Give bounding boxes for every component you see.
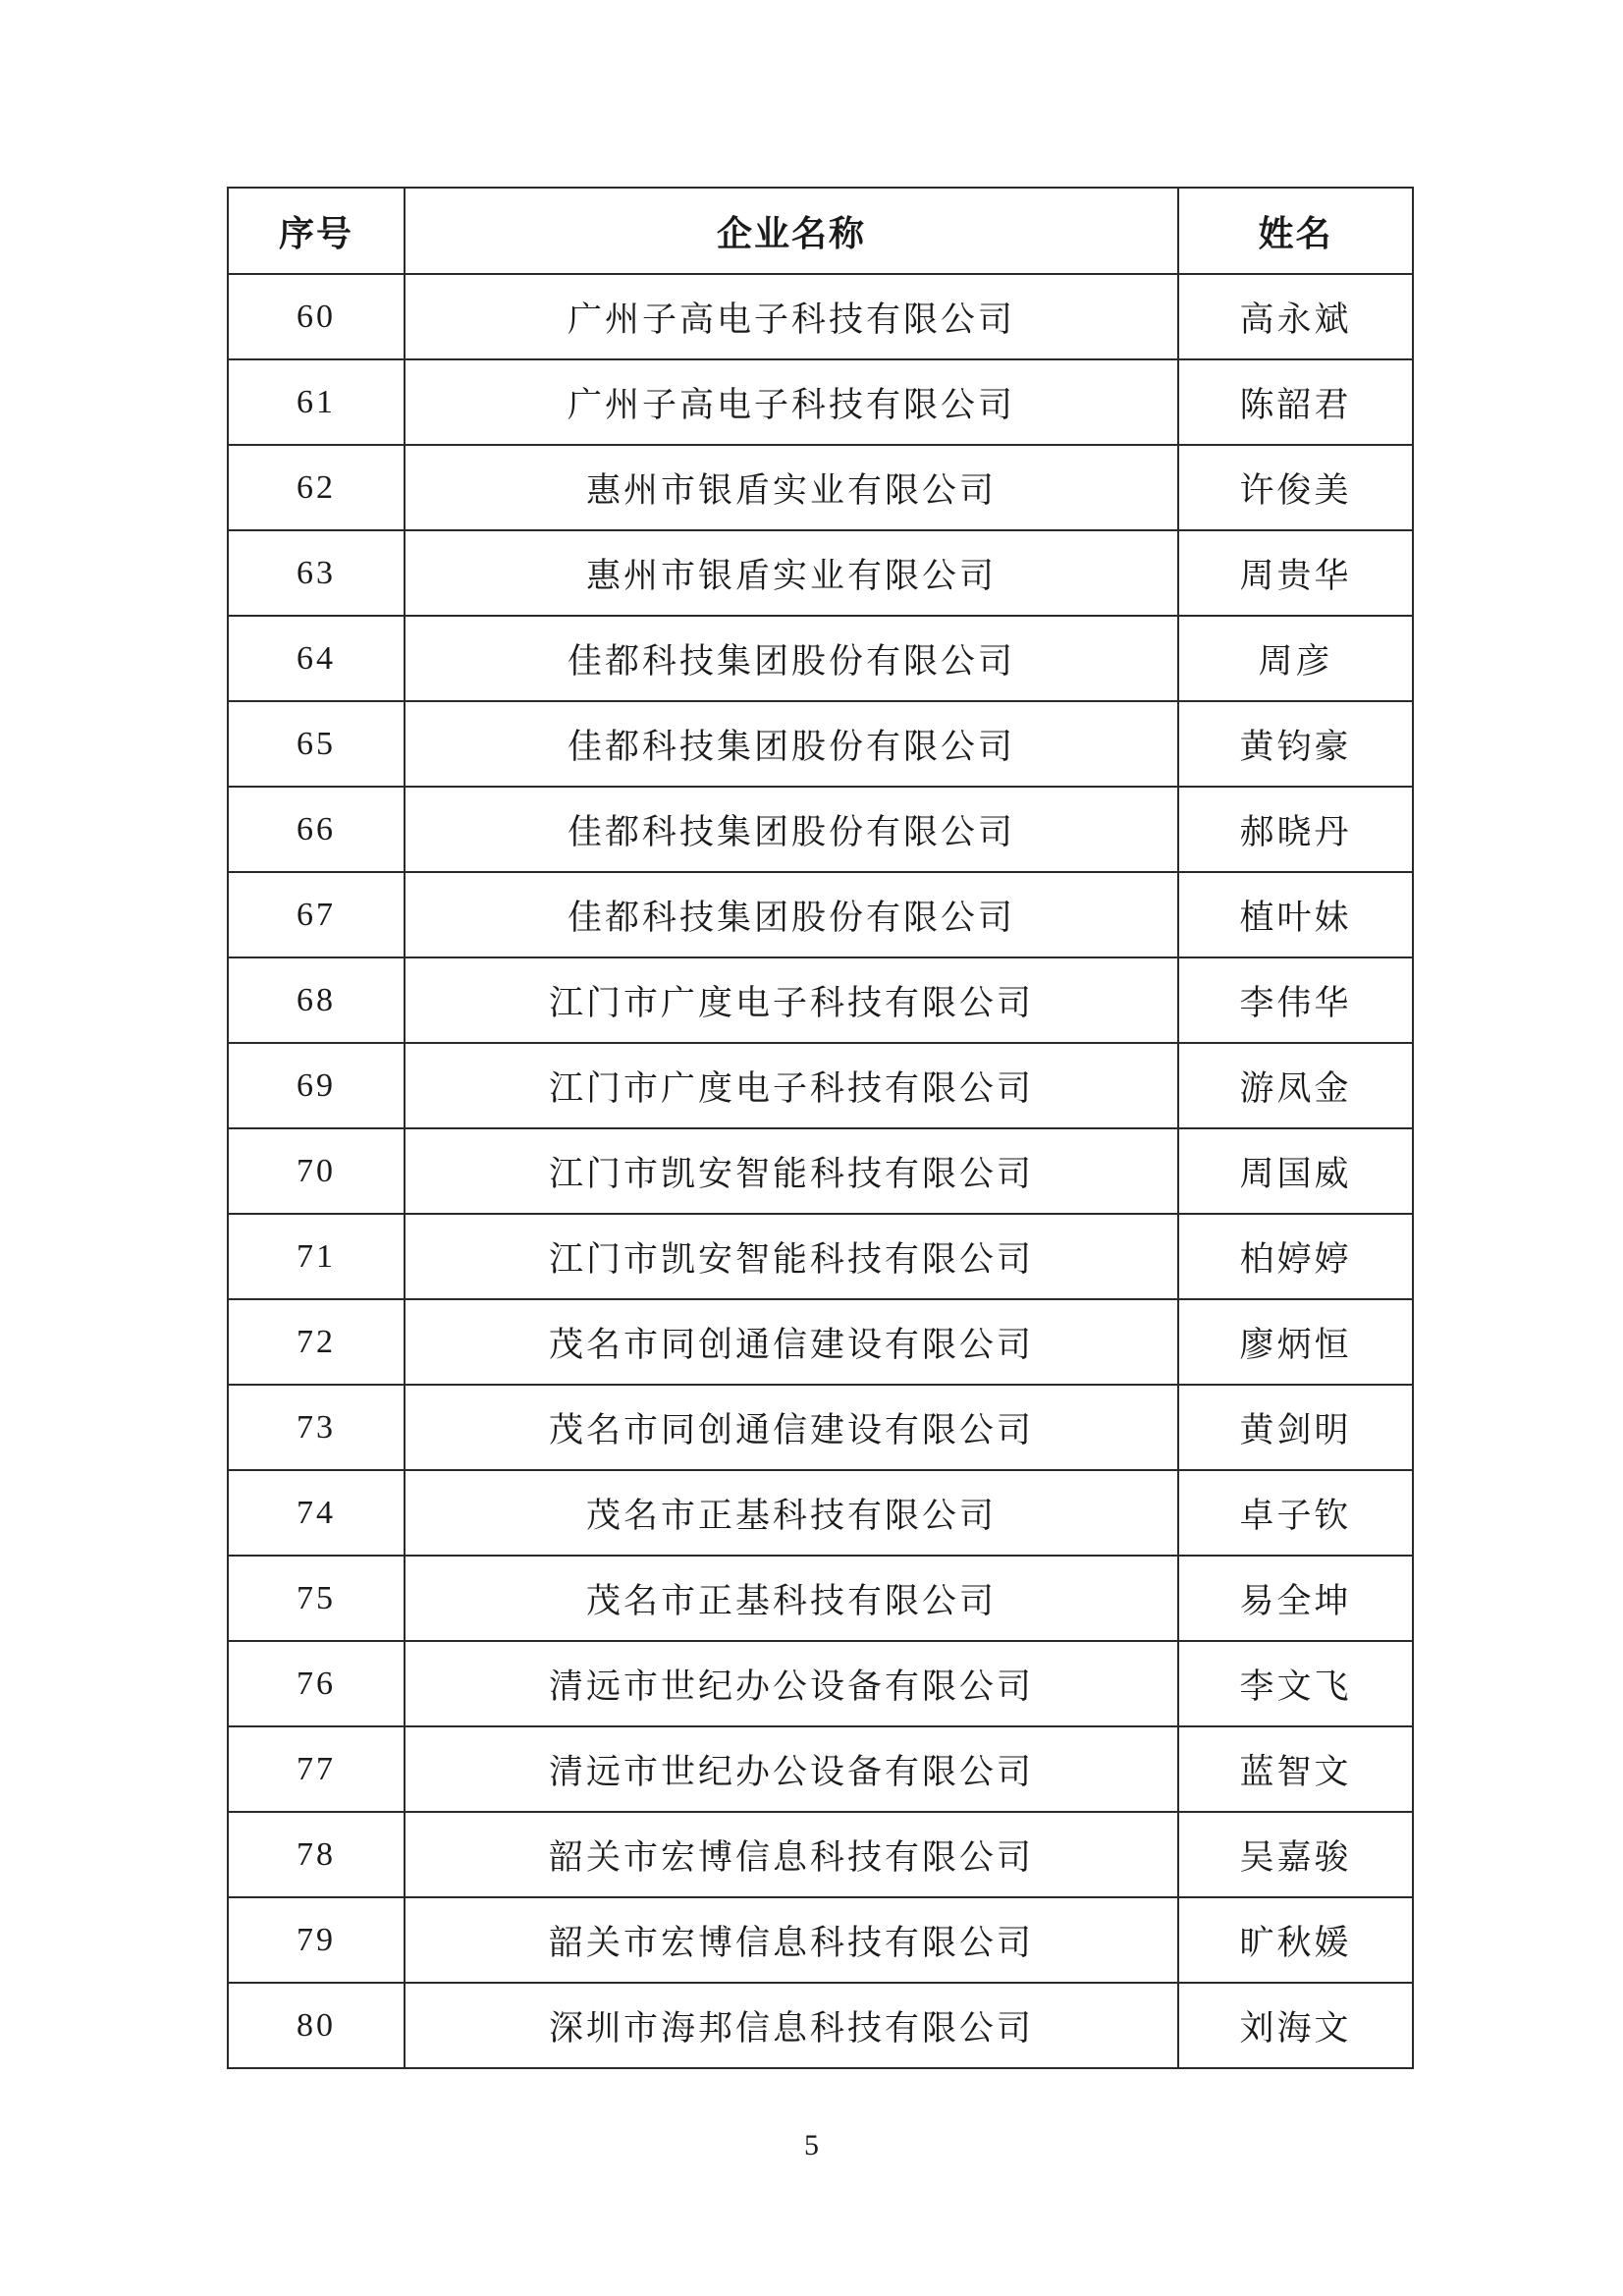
serial-number-cell: 62 <box>228 445 405 530</box>
serial-number-cell: 65 <box>228 701 405 787</box>
company-name-cell: 广州子高电子科技有限公司 <box>405 359 1178 445</box>
person-name-cell: 游凤金 <box>1178 1043 1413 1128</box>
company-name-cell: 茂名市正基科技有限公司 <box>405 1556 1178 1641</box>
serial-number-cell: 67 <box>228 872 405 957</box>
company-name-cell: 江门市广度电子科技有限公司 <box>405 1043 1178 1128</box>
company-name-cell: 深圳市海邦信息科技有限公司 <box>405 1983 1178 2068</box>
serial-number-cell: 71 <box>228 1214 405 1299</box>
serial-number-cell: 80 <box>228 1983 405 2068</box>
person-name-cell: 黄剑明 <box>1178 1385 1413 1470</box>
table-row <box>228 1556 1413 1641</box>
table-row <box>228 616 1413 701</box>
table-row <box>228 445 1413 530</box>
company-name-cell: 江门市凯安智能科技有限公司 <box>405 1214 1178 1299</box>
person-name-cell: 柏婷婷 <box>1178 1214 1413 1299</box>
serial-number-cell: 63 <box>228 530 405 616</box>
header-person-name: 姓名 <box>1178 188 1413 274</box>
serial-number-cell: 66 <box>228 787 405 872</box>
serial-number-cell: 74 <box>228 1470 405 1556</box>
person-name-cell: 许俊美 <box>1178 445 1413 530</box>
person-name-cell: 陈韶君 <box>1178 359 1413 445</box>
serial-number-cell: 79 <box>228 1897 405 1983</box>
table-row <box>228 1641 1413 1726</box>
table-row <box>228 1299 1413 1385</box>
serial-number-cell: 61 <box>228 359 405 445</box>
company-name-cell: 广州子高电子科技有限公司 <box>405 274 1178 359</box>
serial-number-cell: 64 <box>228 616 405 701</box>
serial-number-cell: 77 <box>228 1726 405 1812</box>
table-row <box>228 274 1413 359</box>
header-company-name: 企业名称 <box>405 188 1178 274</box>
person-name-cell: 廖炳恒 <box>1178 1299 1413 1385</box>
person-name-cell: 李文飞 <box>1178 1641 1413 1726</box>
company-name-cell: 惠州市银盾实业有限公司 <box>405 445 1178 530</box>
table-row <box>228 787 1413 872</box>
person-name-cell: 黄钧豪 <box>1178 701 1413 787</box>
person-name-cell: 高永斌 <box>1178 274 1413 359</box>
serial-number-cell: 76 <box>228 1641 405 1726</box>
company-name-cell: 清远市世纪办公设备有限公司 <box>405 1726 1178 1812</box>
table-row <box>228 1983 1413 2068</box>
company-name-cell: 江门市广度电子科技有限公司 <box>405 957 1178 1043</box>
person-name-cell: 卓子钦 <box>1178 1470 1413 1556</box>
company-name-cell: 韶关市宏博信息科技有限公司 <box>405 1897 1178 1983</box>
company-name-cell: 茂名市同创通信建设有限公司 <box>405 1299 1178 1385</box>
header-serial-number: 序号 <box>228 188 405 274</box>
table-row <box>228 1812 1413 1897</box>
serial-number-cell: 60 <box>228 274 405 359</box>
company-name-cell: 韶关市宏博信息科技有限公司 <box>405 1812 1178 1897</box>
person-name-cell: 刘海文 <box>1178 1983 1413 2068</box>
company-name-cell: 佳都科技集团股份有限公司 <box>405 787 1178 872</box>
serial-number-cell: 68 <box>228 957 405 1043</box>
company-name-cell: 惠州市银盾实业有限公司 <box>405 530 1178 616</box>
person-name-cell: 周彦 <box>1178 616 1413 701</box>
person-name-cell: 吴嘉骏 <box>1178 1812 1413 1897</box>
person-name-cell: 李伟华 <box>1178 957 1413 1043</box>
table-row <box>228 1043 1413 1128</box>
company-name-cell: 佳都科技集团股份有限公司 <box>405 701 1178 787</box>
person-name-cell: 旷秋媛 <box>1178 1897 1413 1983</box>
table-row <box>228 872 1413 957</box>
table-row <box>228 1128 1413 1214</box>
company-name-cell: 清远市世纪办公设备有限公司 <box>405 1641 1178 1726</box>
table-row <box>228 1214 1413 1299</box>
serial-number-cell: 78 <box>228 1812 405 1897</box>
person-name-cell: 郝晓丹 <box>1178 787 1413 872</box>
person-name-cell: 周国威 <box>1178 1128 1413 1214</box>
serial-number-cell: 72 <box>228 1299 405 1385</box>
company-name-cell: 江门市凯安智能科技有限公司 <box>405 1128 1178 1214</box>
company-name-cell: 茂名市正基科技有限公司 <box>405 1470 1178 1556</box>
table-row <box>228 701 1413 787</box>
table-row <box>228 1726 1413 1812</box>
company-name-cell: 茂名市同创通信建设有限公司 <box>405 1385 1178 1470</box>
person-name-cell: 易全坤 <box>1178 1556 1413 1641</box>
serial-number-cell: 75 <box>228 1556 405 1641</box>
serial-number-cell: 73 <box>228 1385 405 1470</box>
table-row <box>228 1897 1413 1983</box>
company-name-cell: 佳都科技集团股份有限公司 <box>405 616 1178 701</box>
person-name-cell: 周贵华 <box>1178 530 1413 616</box>
table-row <box>228 957 1413 1043</box>
person-name-cell: 蓝智文 <box>1178 1726 1413 1812</box>
serial-number-cell: 69 <box>228 1043 405 1128</box>
table-row <box>228 1385 1413 1470</box>
table-row <box>228 1470 1413 1556</box>
personnel-table <box>227 187 1414 2069</box>
table-row <box>228 359 1413 445</box>
serial-number-cell: 70 <box>228 1128 405 1214</box>
person-name-cell: 植叶妹 <box>1178 872 1413 957</box>
table-header-row <box>228 188 1413 274</box>
table-row <box>228 530 1413 616</box>
page-number: 5 <box>804 2129 819 2161</box>
company-name-cell: 佳都科技集团股份有限公司 <box>405 872 1178 957</box>
